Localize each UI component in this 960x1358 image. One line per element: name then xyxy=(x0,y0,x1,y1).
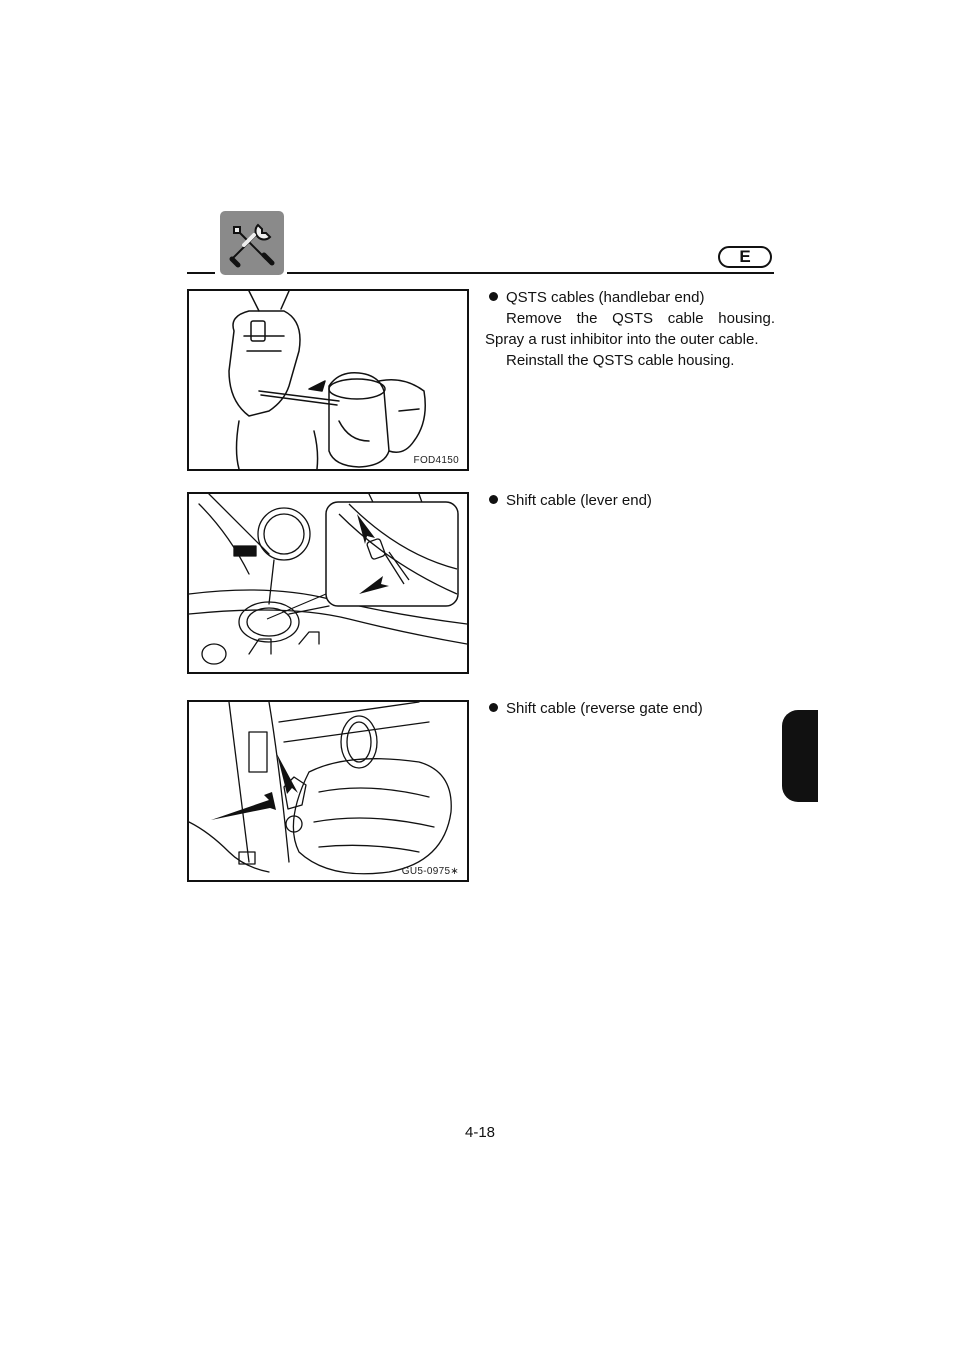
item-title: Shift cable (lever end) xyxy=(506,492,652,509)
item-instruction: Reinstall the QSTS cable housing. xyxy=(506,352,735,369)
list-item-qsts xyxy=(485,287,775,371)
figure-qsts-handlebar xyxy=(187,289,469,471)
maintenance-tools-icon xyxy=(220,211,284,275)
item-instruction: Remove the QSTS cable housing. Spray a rust inhibitor into the outer cable. xyxy=(485,310,775,348)
shift-lever-illustration xyxy=(189,494,467,672)
figure-code: FOD4150 xyxy=(413,455,459,466)
bullet-icon xyxy=(489,703,498,712)
figure-code: GU5-0975∗ xyxy=(401,866,459,877)
figure-shift-reverse-gate xyxy=(187,700,469,882)
figure-shift-lever xyxy=(187,492,469,674)
language-badge: E xyxy=(718,246,772,268)
list-item-shift-lever xyxy=(485,490,775,511)
bullet-icon xyxy=(489,495,498,504)
bullet-icon xyxy=(489,292,498,301)
item-title: Shift cable (reverse gate end) xyxy=(506,700,703,717)
header-rule-left xyxy=(187,272,215,274)
qsts-handlebar-illustration xyxy=(189,291,467,469)
list-item-shift-reverse-gate xyxy=(485,698,775,719)
reverse-gate-illustration xyxy=(189,702,467,880)
item-title: QSTS cables (handlebar end) xyxy=(506,289,705,306)
page-number: 4-18 xyxy=(464,1124,496,1141)
header-rule-right xyxy=(287,272,774,274)
chapter-tab-marker xyxy=(782,710,818,802)
